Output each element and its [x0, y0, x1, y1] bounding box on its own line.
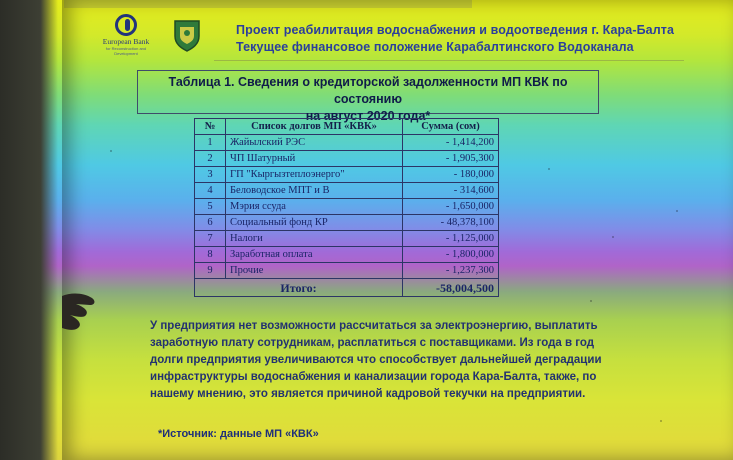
screen-bezel	[0, 0, 58, 460]
paragraph-line: У предприятия нет возможности рассчитаться за электроэнергию, выплатить	[150, 320, 598, 332]
ebrd-logo-name: European Bank	[102, 37, 150, 46]
row-name: ГП "Кыргызтеплоэнерго"	[226, 167, 403, 183]
header-amount: Сумма (сом)	[403, 119, 499, 135]
total-label: Итого:	[195, 279, 403, 297]
row-num: 9	[195, 263, 226, 279]
row-num: 5	[195, 199, 226, 215]
header-title-line1: Проект реабилитация водоснабжения и водоотведения г. Кара-Балта	[236, 23, 675, 37]
paragraph-line: нашему мнению, это является причиной кадровой текучки на предприятии.	[150, 388, 586, 400]
table-caption-line2: на август 2020 года*	[305, 109, 431, 123]
row-num: 6	[195, 215, 226, 231]
paragraph-line: инфраструктуры водоснабжения и канализации города Кара-Балта, также, по	[150, 371, 597, 383]
paragraph-line: долги предприятия увеличиваются что способствует дальнейшей деградации	[150, 354, 602, 366]
row-name: Беловодское МПТ и В	[226, 183, 403, 199]
row-amount: - 1,125,000	[403, 231, 499, 247]
row-amount: - 180,000	[403, 167, 499, 183]
row-amount: - 1,905,300	[403, 151, 499, 167]
header-debt-list: Список долгов МП «КВК»	[226, 119, 403, 135]
row-name: Социальный фонд КР	[226, 215, 403, 231]
row-amount: - 1,237,300	[403, 263, 499, 279]
row-amount: - 48,378,100	[403, 215, 499, 231]
screen-edge-shadow	[62, 0, 733, 460]
row-name: Налоги	[226, 231, 403, 247]
row-num: 8	[195, 247, 226, 263]
row-name: Заработная оплата	[226, 247, 403, 263]
total-amount: -58,004,500	[403, 279, 499, 297]
row-num: 7	[195, 231, 226, 247]
source-note: *Источник: данные МП «КВК»	[158, 428, 319, 440]
row-name: Жайылский РЭС	[226, 135, 403, 151]
row-num: 4	[195, 183, 226, 199]
row-name: ЧП Шатурный	[226, 151, 403, 167]
table-caption-line1: Таблица 1. Сведения о кредиторской задолженности МП КВК по состоянию	[168, 75, 568, 106]
ebrd-logo-subtitle: for Reconstruction and Development	[105, 46, 147, 56]
row-name: Прочие	[226, 263, 403, 279]
row-amount: - 1,800,000	[403, 247, 499, 263]
paragraph-line: заработную плату сотрудникам, расплатиться с поставщиками. Из года в год	[150, 337, 595, 349]
row-name: Мэрия ссуда	[226, 199, 403, 215]
header-num: №	[195, 119, 226, 135]
row-num: 3	[195, 167, 226, 183]
row-num: 2	[195, 151, 226, 167]
header-title-line2: Текущее финансовое положение Карабалтинского Водоканала	[236, 40, 634, 54]
row-amount: - 1,414,200	[403, 135, 499, 151]
row-amount: - 1,650,000	[403, 199, 499, 215]
row-amount: - 314,600	[403, 183, 499, 199]
row-num: 1	[195, 135, 226, 151]
pointing-hand-icon	[62, 290, 102, 338]
